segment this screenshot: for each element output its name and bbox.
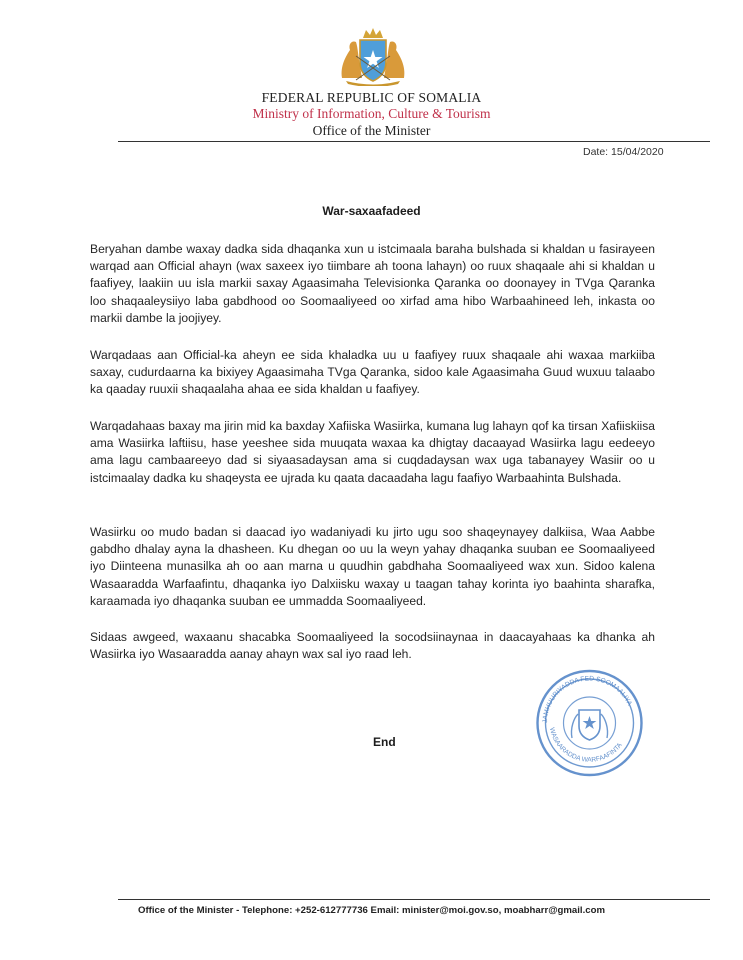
country-name: FEDERAL REPUBLIC OF SOMALIA (261, 90, 482, 105)
svg-text:WASAARADDA WARFAAFINTA (548, 727, 624, 764)
paragraph-3: Warqadahaas baxay ma jirin mid ka baxday Xafiiska Wasiirka, kumana lug lahayn qof ka tirsan Xafiiskiisa ama Wasiirka laftiisu, hase yeeshee sida muuqata waxaa ka dhigtay dacaayad Wasiirka lagu eedeeyo ama lagu cambaareeyo dad si siyaasadaysan ama si cuqdadaysan wax uga tabanayey Wasiir oo u istcimaalay dadka ku shaqeysta ee ujrada ku qaata dacaadaha lagu faafiyo Warbaahinta Bulshada. (90, 419, 655, 485)
ministry-seal-stamp (532, 668, 647, 778)
somalia-coat-of-arms-icon (336, 26, 410, 86)
document-date: Date: 15/04/2020 (583, 146, 664, 158)
paragraph-4: Wasiirku oo mudo badan si daacad iyo wadaniyadi ku jirto ugu soo shaqeynayey dalkiisa, Waa Aabbe gabdho dhalay ayna la dhasheen. Ku dhegan oo uu la weyn yahay dhaqanka suuban ee Soomaaliyeed iyo Diinteena munasilka ah oo aan marna u quudhin gabdhaha Soomaaliyeed wax xun. Sidoo kalena Wasaaradda Warfaafintu, dhaqanka iyo Dalxiisku waxay u taagan tahay korinta iyo baahinta sharafka, karaamada iyo dhaqanka suuban ee ummadda Soomaaliyeed. (90, 525, 655, 608)
office-name: Office of the Minister (312, 123, 431, 138)
closing-end: End (373, 735, 396, 749)
stamp-text-bottom: WASAARADDA WARFAAFINTA (547, 726, 624, 764)
footer-contact: Office of the Minister - Telephone: +252-612777736 Email: minister@moi.gov.so, moabharr@gmail.com (138, 905, 605, 916)
paragraph-2: Warqadaas aan Official-ka aheyn ee sida khaladka uu u faafiyey ruux shaqaale ahi waxaa markiiba saxay, cudurdaarna ka bixiyey Agaasimaha TVga Qaranka, sidoo kale Agaasimaha Guud wuxuu talaabo ka qaaday ruuxii shaqaalaha ahaa ee sida khaldan u faafiyey. (90, 348, 655, 397)
ministry-name: Ministry of Information, Culture & Tourism (252, 106, 491, 121)
paragraph-1: Beryahan dambe waxay dadka sida dhaqanka xun u istcimaala baraha bulshada si khaldan u fasirayeen warqad aan Official ahayn (wax saxeex iyo tiimbare ah toona lahayn) oo ruux shaqaale ahi si khaldan u faafiyey, laakiin uu isla markii saxay Agaasimaha Televisionka Qaranka oo doonayey in TVga Qaranka loo shaqaaleysiiyo laba gabdhood oo Soomaaliyeed oo xirfad ama hibo Warbaahineed leh, inkasta oo markii dambe la joojiyey. (90, 242, 655, 325)
stamp-text-top: JAMHUURIYADDA FED SOOMAALIYA (541, 675, 633, 724)
header-divider (118, 141, 710, 142)
footer-divider (118, 899, 710, 900)
paragraph-5: Sidaas awgeed, waxaanu shacabka Soomaaliyeed la socodsiinaynaa in daacayahaas ka dhanka ah Wasiirka iyo Wasaaradda aanay ahayn wax sal iyo raad leh. (90, 630, 655, 662)
document-title: War-saxaafadeed (322, 204, 421, 218)
